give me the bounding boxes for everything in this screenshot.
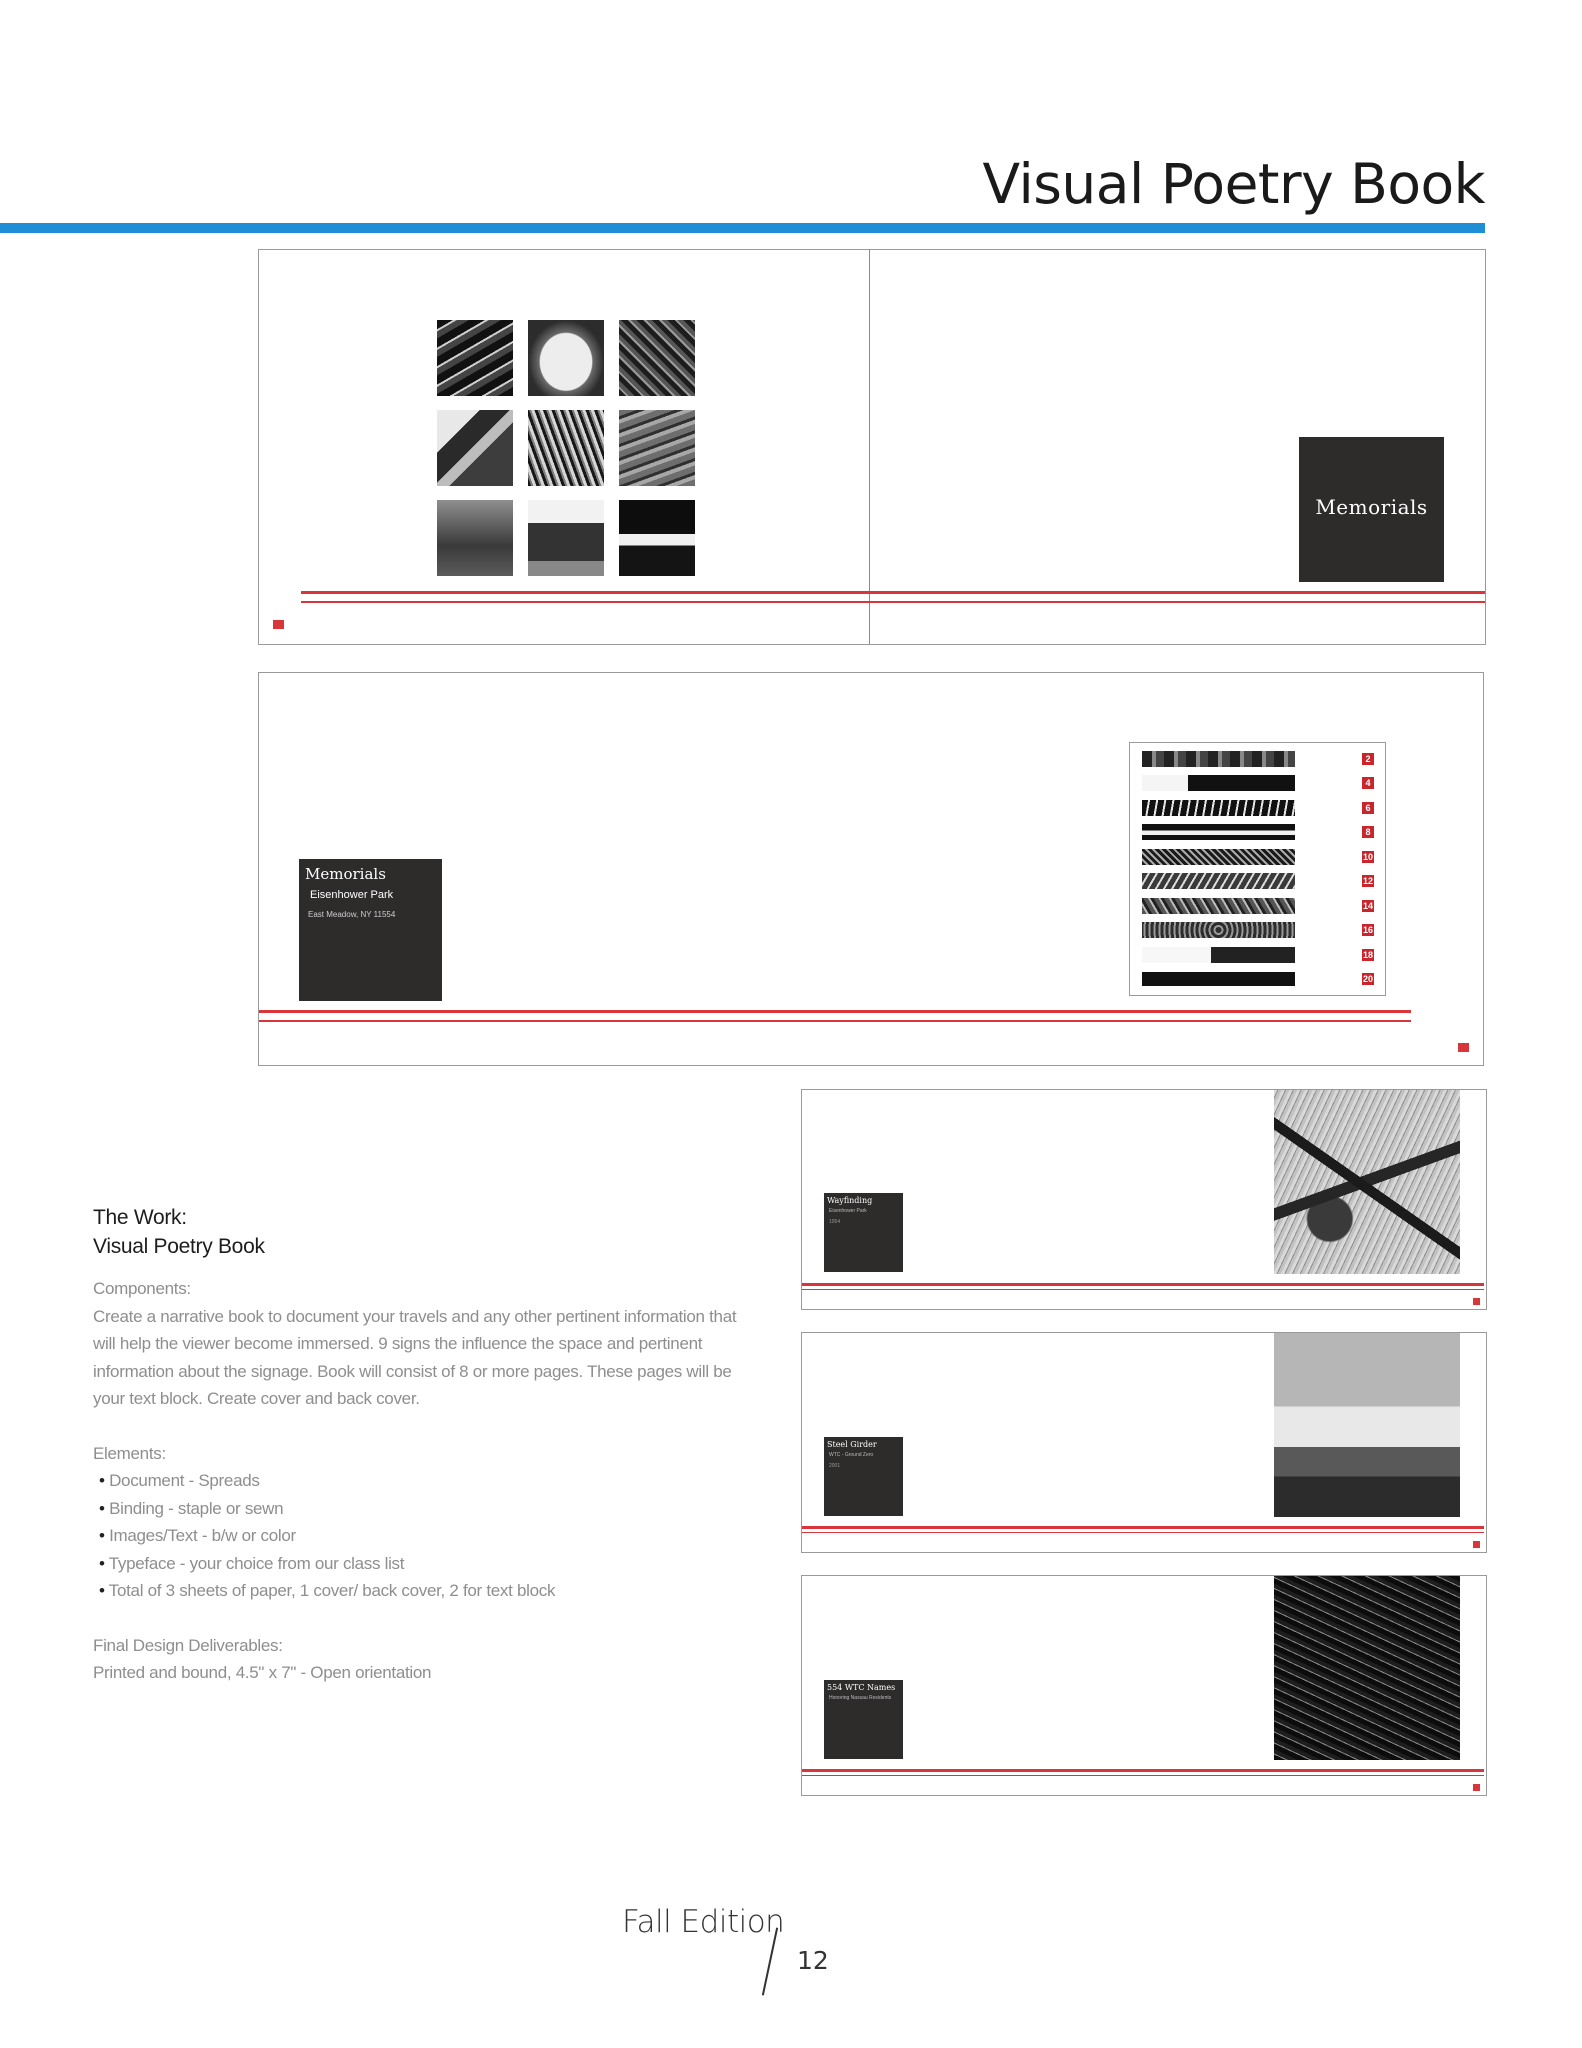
elements-label: Elements:: [93, 1443, 166, 1463]
toc-page-number: 8: [1362, 826, 1374, 838]
title-card: [299, 859, 442, 1001]
thumbnail-image: [437, 500, 513, 576]
sample-card: [824, 1437, 903, 1516]
toc-image-strip: [1142, 972, 1295, 992]
thumbnail-image: [437, 320, 513, 396]
work-heading-line2: Visual Poetry Book: [93, 1235, 265, 1258]
sample-card-title: Steel Girder: [827, 1440, 877, 1449]
toc-page-number: 20: [1362, 974, 1373, 984]
toc-image-strip: [1142, 751, 1295, 767]
folio-marker: [1473, 1541, 1480, 1548]
elements-item: • Binding - staple or sewn: [99, 1498, 284, 1518]
sample-card-line: 1954: [829, 1219, 841, 1225]
thumbnail-image: [437, 410, 513, 486]
folio-marker: [1473, 1298, 1480, 1305]
sample-spread-wayfinding: [801, 1089, 1487, 1310]
thumbnail-image: [528, 410, 604, 486]
names-plaque-photo: [1274, 1576, 1460, 1760]
card-title: Memorials: [305, 865, 386, 883]
toc-page-number: 14: [1362, 901, 1373, 911]
toc-page-number: 6: [1362, 802, 1374, 814]
toc-image-strip: [1142, 922, 1295, 938]
spread-fold: [869, 250, 870, 644]
sample-card: [824, 1193, 903, 1272]
toc-image-strip: [1142, 824, 1295, 840]
sample-card: [824, 1680, 903, 1759]
toc-image-strip: [1142, 947, 1295, 963]
sample-spread-girder: [801, 1332, 1487, 1553]
folio-marker: [273, 620, 284, 629]
elements-item: • Document - Spreads: [99, 1471, 260, 1490]
toc-image-strip: [1142, 849, 1295, 865]
toc-page-number: 2: [1362, 753, 1374, 765]
sample-card-line: 2001: [829, 1463, 841, 1469]
thumbnail-image: [619, 500, 695, 576]
card-subtitle: Eisenhower Park: [310, 889, 394, 901]
page-title: Visual Poetry Book: [982, 152, 1485, 216]
sample-card-title: Wayfinding: [827, 1196, 873, 1205]
title-rule: [0, 223, 1485, 233]
toc-page-number: 18: [1362, 950, 1373, 960]
toc-image-strip: [1142, 873, 1295, 889]
elements-item: • Total of 3 sheets of paper, 1 cover/ back cover, 2 for text block: [99, 1581, 556, 1600]
assignment-text: [93, 1203, 793, 1687]
folio-marker: [1473, 1784, 1480, 1791]
toc-image-strip: [1142, 898, 1295, 914]
sample-spread-names: [801, 1575, 1487, 1796]
elements-item: • Images/Text - b/w or color: [99, 1526, 296, 1545]
steel-girder-photo: [1274, 1333, 1460, 1517]
components-line: information about the signage. Book will consist of 8 or more pages. These pages will be: [93, 1361, 732, 1381]
work-heading-line1: The Work:: [93, 1206, 187, 1229]
components-label: Components:: [93, 1279, 191, 1298]
sample-card-line: Honoring Nassau Residents: [829, 1695, 892, 1701]
spread-cover: [258, 249, 1486, 645]
thumbnail-image: [528, 320, 604, 396]
toc-image-strip: [1142, 775, 1295, 791]
sample-card-line: Eisenhower Park: [829, 1208, 867, 1214]
components-line: will help the viewer become immersed. 9 signs the influence the space and pertinent: [93, 1334, 703, 1353]
toc-page-number: 10: [1362, 852, 1373, 862]
toc-image-strip: [1142, 800, 1295, 816]
page-number: 12: [797, 1946, 829, 1975]
cover-square: [1299, 437, 1444, 582]
deliverables-label: Final Design Deliverables:: [93, 1635, 283, 1655]
spread-title-toc: [258, 672, 1484, 1066]
toc-panel: [1129, 742, 1386, 996]
deliverables-text: Printed and bound, 4.5" x 7" - Open orientation: [93, 1663, 432, 1682]
toc-page-number: 16: [1362, 925, 1373, 935]
toc-page-number: 12: [1362, 876, 1373, 886]
memorial-signpost-photo: [1274, 1090, 1460, 1274]
folio-marker: [1458, 1043, 1469, 1052]
card-address: East Meadow, NY 11554: [308, 910, 396, 919]
thumbnail-image: [528, 500, 604, 576]
thumbnail-image: [619, 410, 695, 486]
sample-card-title: 554 WTC Names: [827, 1683, 896, 1692]
components-line: your text block. Create cover and back cover.: [93, 1389, 420, 1408]
footer-edition: Fall Edition: [622, 1904, 785, 1940]
components-line: Create a narrative book to document your travels and any other pertinent information that: [93, 1306, 737, 1326]
cover-title: Memorials: [1315, 495, 1428, 519]
elements-item: • Typeface - your choice from our class list: [99, 1553, 405, 1573]
toc-page-number: 4: [1362, 777, 1374, 789]
thumbnail-image: [619, 320, 695, 396]
sample-card-line: WTC - Ground Zero: [829, 1452, 874, 1458]
